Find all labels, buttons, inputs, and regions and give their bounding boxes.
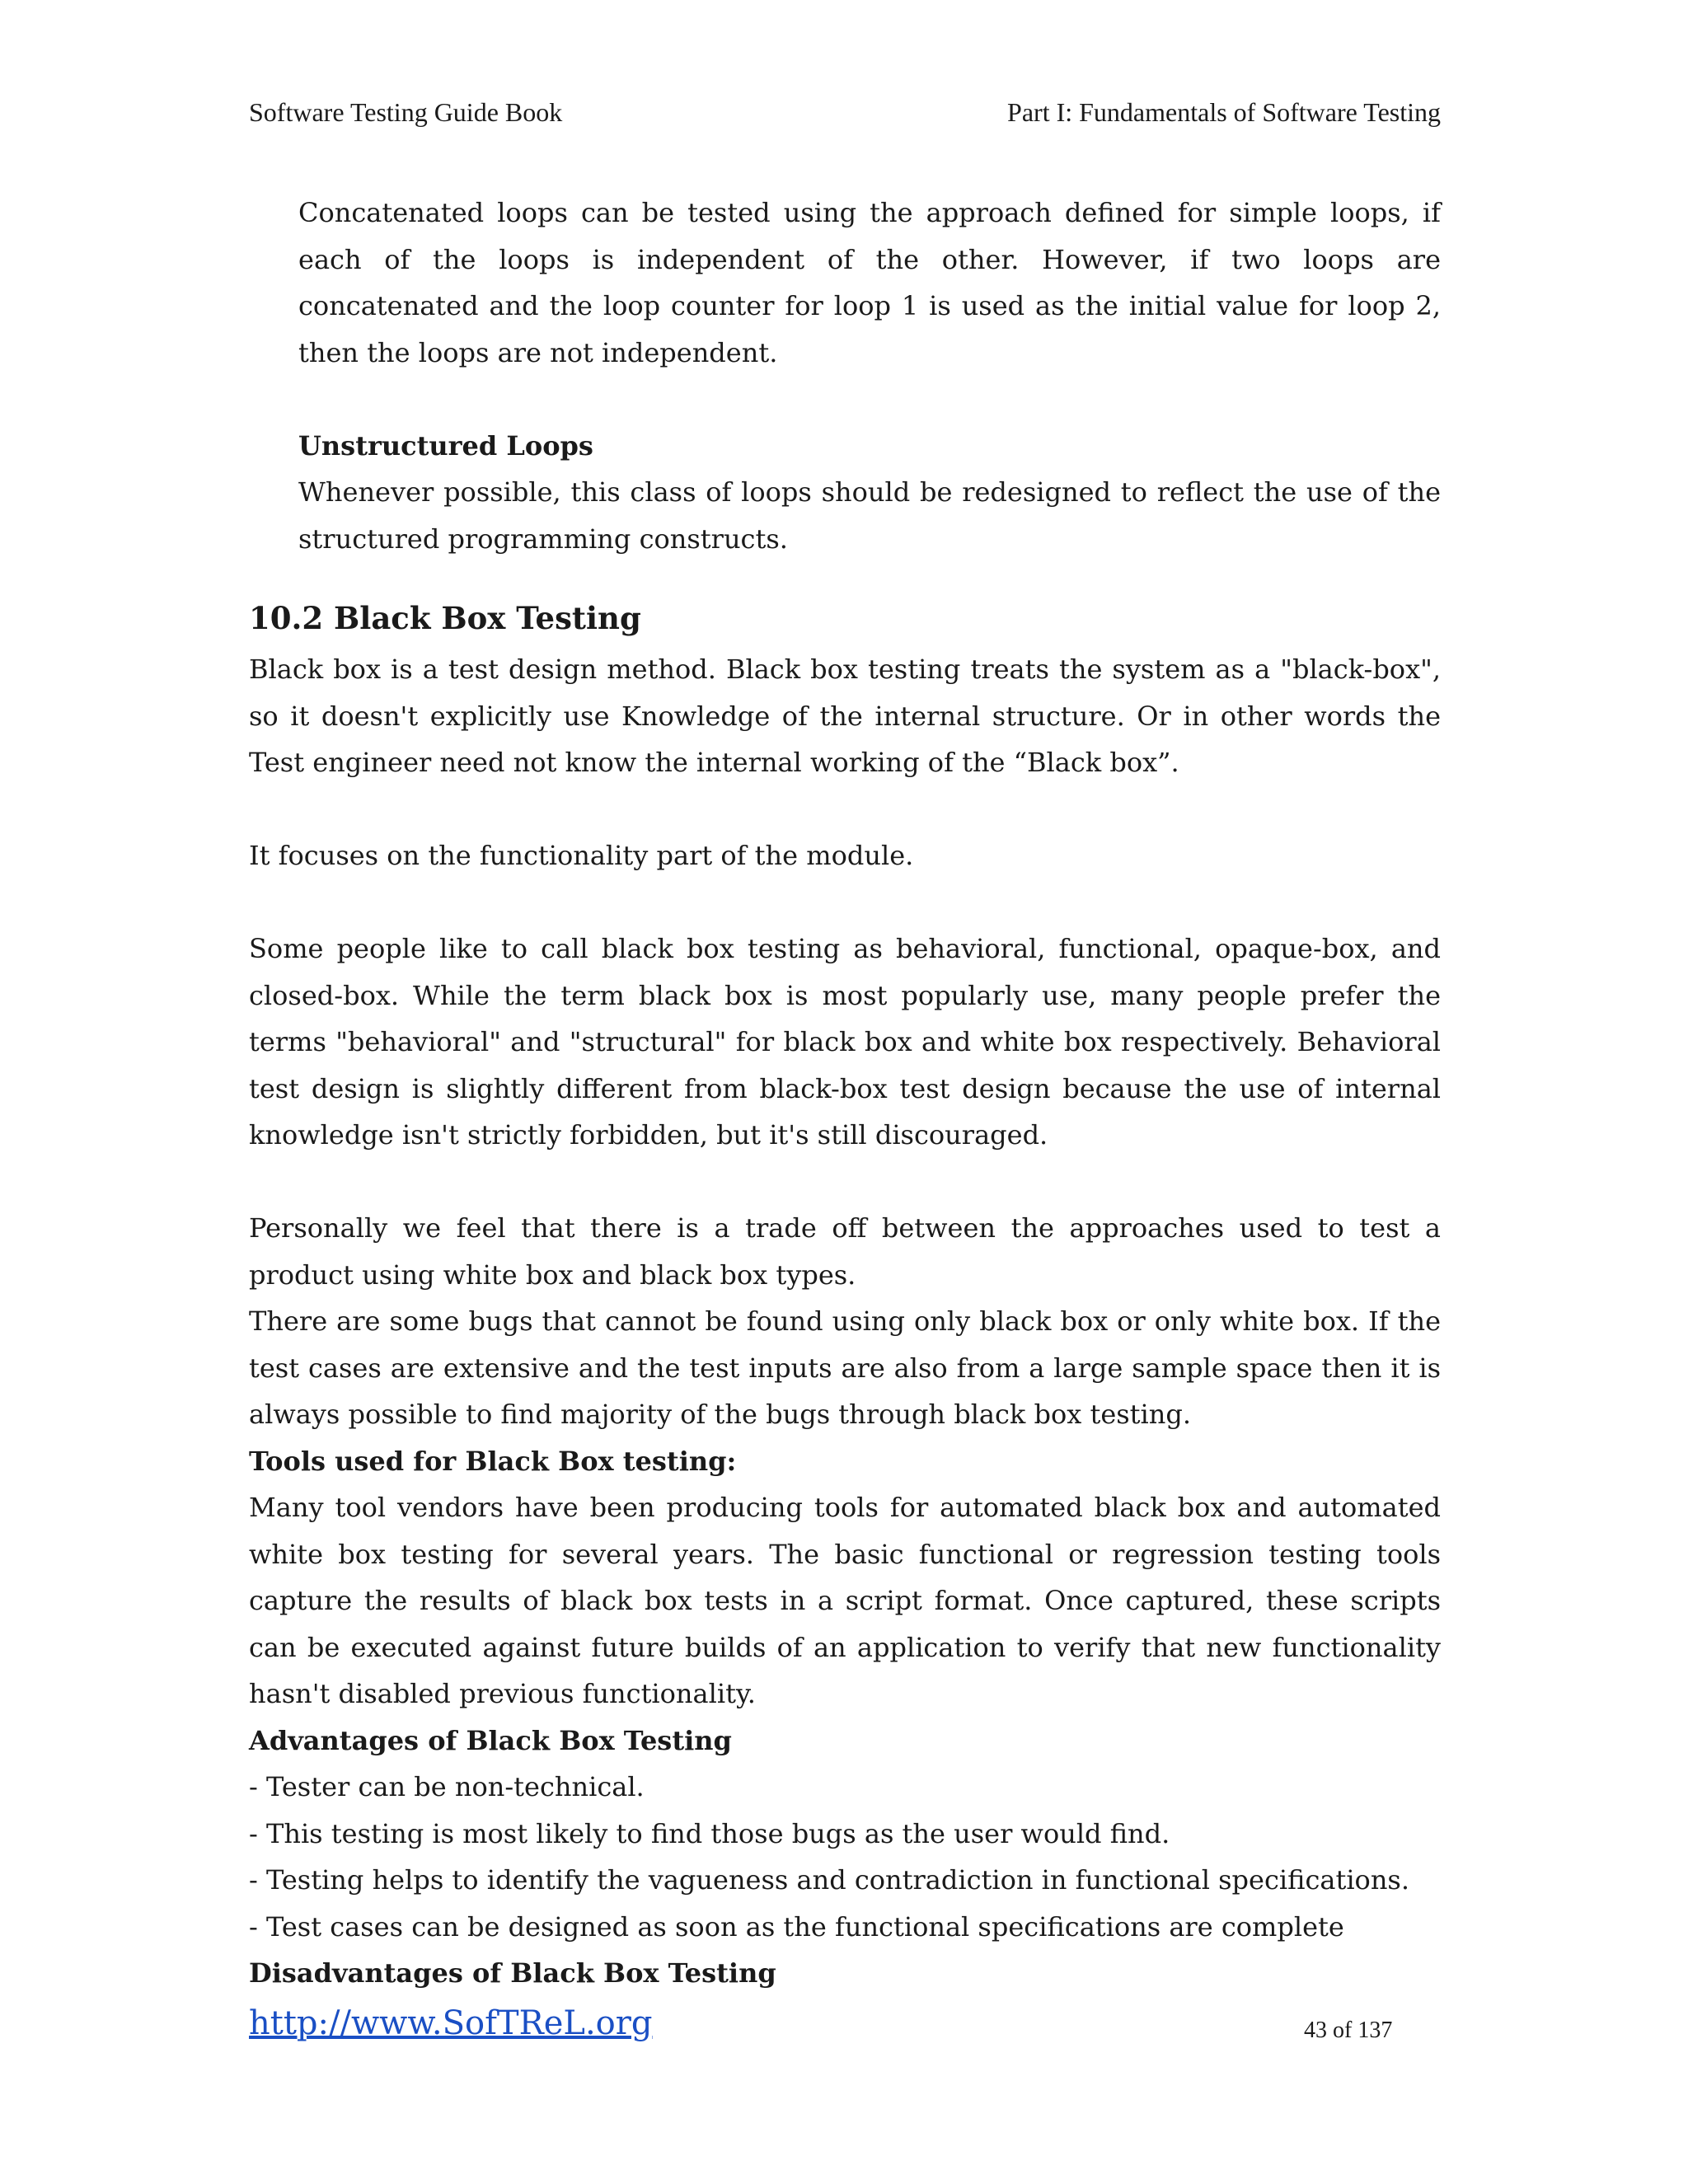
- unstructured-loops-heading: Unstructured Loops: [298, 429, 593, 462]
- header-book-title: Software Testing Guide Book: [249, 97, 563, 127]
- spacer: [298, 376, 1441, 423]
- section-heading: 10.2 Black Box Testing: [249, 600, 641, 636]
- bugs-paragraph: There are some bugs that cannot be found using only black box or only white box. If the test cases are extensive and the test inputs are also from a large sample space then it is always possible to find majority of the bugs through black box testing.: [249, 1305, 1441, 1430]
- disadvantages-heading: Disadvantages of Black Box Testing: [249, 1957, 776, 1989]
- page-footer: [249, 2004, 1441, 2042]
- unstructured-loops-paragraph: Whenever possible, this class of loops should be redesigned to reflect the use of the structured programming constructs.: [298, 476, 1441, 555]
- website-link[interactable]: http://www.SofTReL.org: [249, 2004, 653, 2042]
- loops-section: [249, 190, 1441, 562]
- page-header: [249, 97, 1441, 128]
- spacer: [249, 786, 1441, 833]
- header-part-title: Part I: Fundamentals of Software Testing: [1007, 97, 1441, 127]
- advantage-item: - Tester can be non-technical.: [249, 1771, 645, 1802]
- spacer: [249, 879, 1441, 926]
- tools-paragraph: Many tool vendors have been producing tools for automated black box and automated white box testing for several years. The basic functional or regression testing tools capture the results of black box tests in a script format. Once captured, these scripts can be executed against future builds of an application to verify that new functionality hasn't disabled previous functionality.: [249, 1492, 1441, 1709]
- page-number: 43 of 137: [1304, 2018, 1393, 2043]
- advantage-item: - This testing is most likely to find those bugs as the user would find.: [249, 1817, 1170, 1849]
- advantage-item: - Testing helps to identify the vagueness and contradiction in functional specifications.: [249, 1864, 1410, 1896]
- spacer: [249, 1159, 1441, 1206]
- naming-paragraph: Some people like to call black box testing as behavioral, functional, opaque-box, and closed-box. While the term black box is most popularly use, many people prefer the terms "behavioral" and "structural" for black box and white box respectively. Behavioral test design is slightly different from black-box test design because the use of internal knowledge isn't strictly forbidden, but it's still discouraged.: [249, 933, 1441, 1151]
- tools-heading: Tools used for Black Box testing:: [249, 1445, 737, 1477]
- advantage-item: - Test cases can be designed as soon as the functional specifications are complete: [249, 1910, 1344, 1943]
- concatenated-loops-paragraph: Concatenated loops can be tested using the approach defined for simple loops, if each of the loops is independent of the other. However, if two loops are concatenated and the loop counter for loop 1 is used as the initial value for loop 2, then the loops are not independent.: [298, 197, 1441, 368]
- functionality-paragraph: It focuses on the functionality part of the module.: [249, 840, 914, 871]
- black-box-intro-paragraph: Black box is a test design method. Black box testing treats the system as a "black-box", so it doesn't explicitly use Knowledge of the internal structure. Or in other words the Test engineer need not know the internal working of the “Black box”.: [249, 654, 1441, 778]
- page-body: [249, 190, 1441, 1997]
- tradeoff-paragraph: Personally we feel that there is a trade off between the approaches used to test a product using white box and black box types.: [249, 1212, 1441, 1291]
- advantages-heading: Advantages of Black Box Testing: [249, 1724, 732, 1756]
